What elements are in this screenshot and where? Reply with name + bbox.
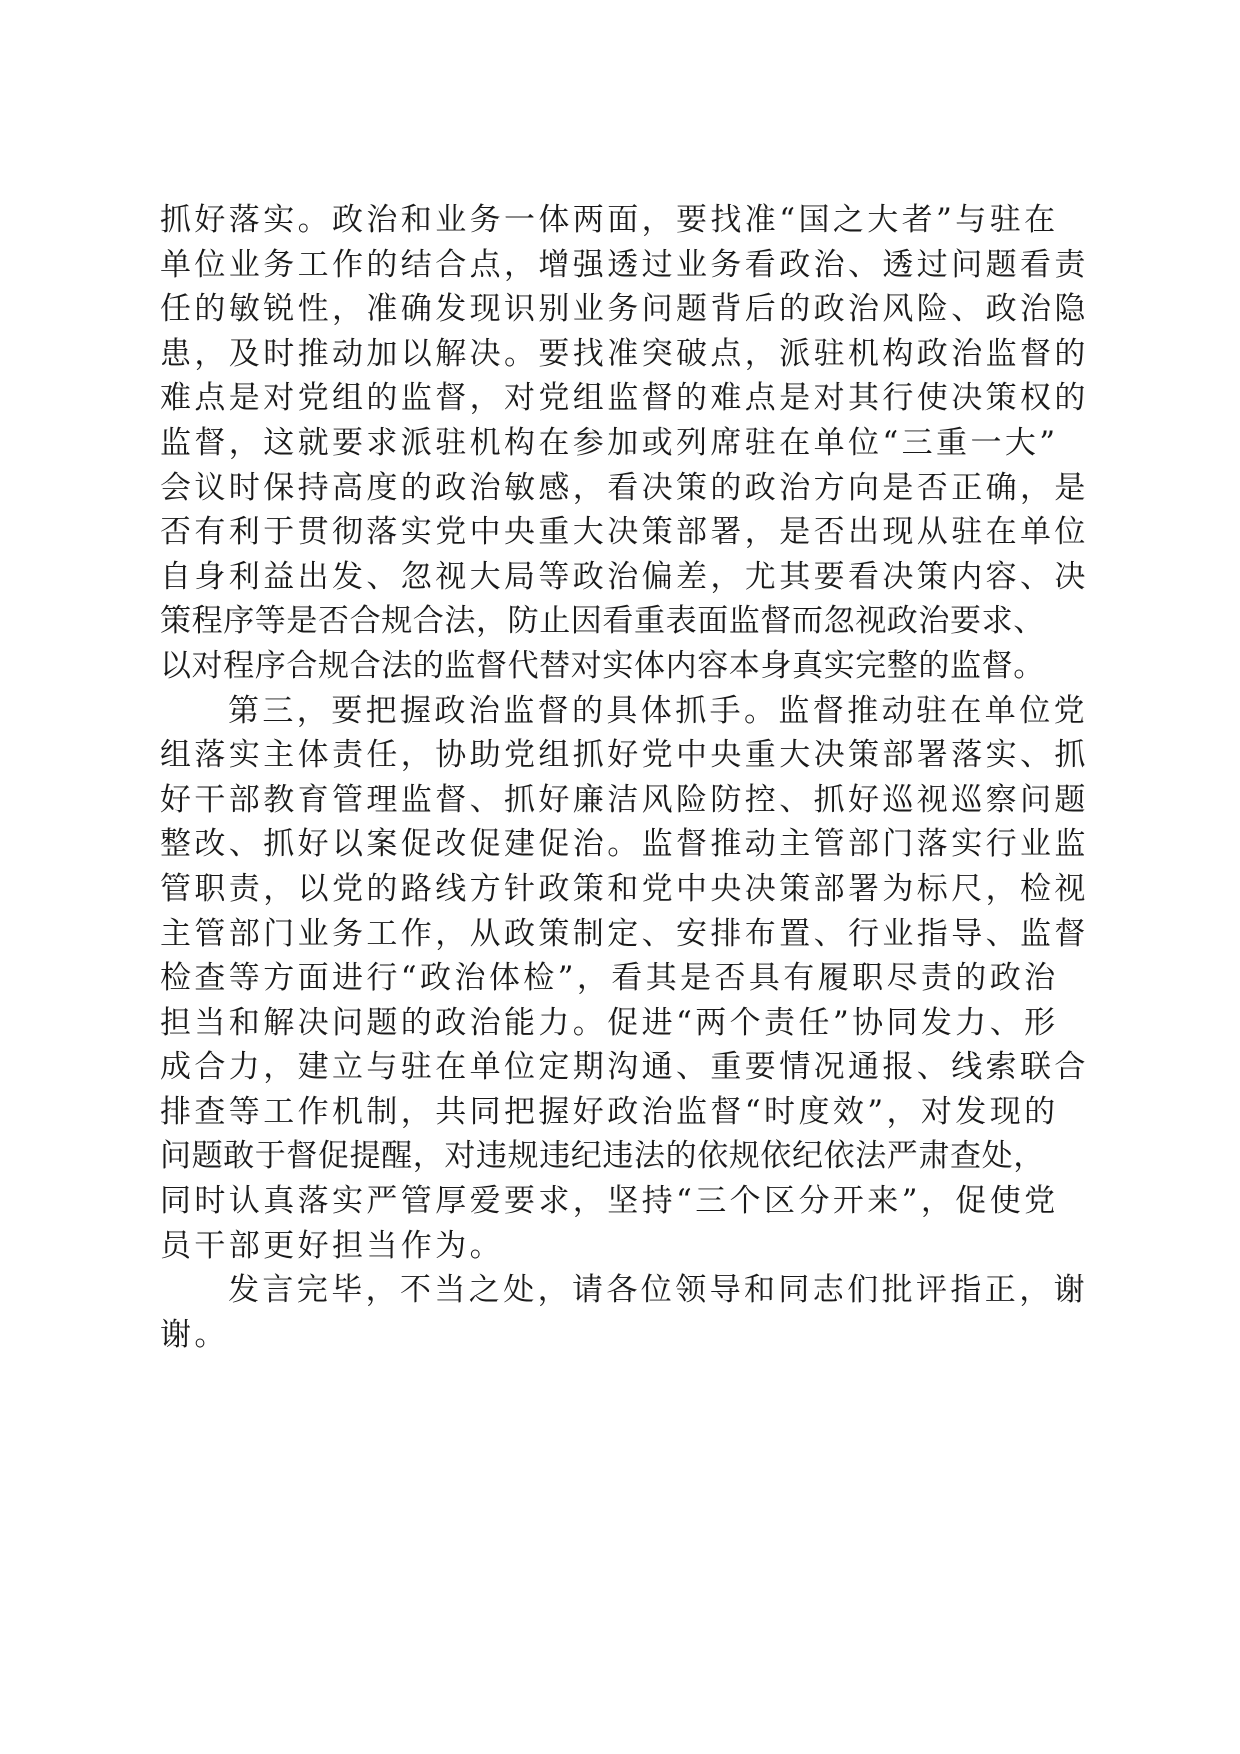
text-line-11: 以对程序合规合法的监督代替对实体内容本身真实完整的监督。 bbox=[160, 647, 1045, 684]
text-line-14: 好干部教育管理监督、抓好廉洁风险防控、抓好巡视巡察问题 bbox=[160, 781, 1089, 818]
text-line-20: 成合力，建立与驻在单位定期沟通、重要情况通报、线索联合 bbox=[160, 1049, 1089, 1086]
text-line-6: 监督，这就要求派驻机构在参加或列席驻在单位“三重一大” bbox=[160, 424, 1059, 461]
text-line-8: 否有利于贯彻落实党中央重大决策部署，是否出现从驻在单位 bbox=[160, 514, 1089, 551]
text-line-26: 谢。 bbox=[160, 1316, 229, 1353]
text-line-5: 难点是对党组的监督，对党组监督的难点是对其行使决策权的 bbox=[160, 380, 1089, 417]
text-line-2: 单位业务工作的结合点，增强透过业务看政治、透过问题看责 bbox=[160, 246, 1089, 283]
text-line-15: 整改、抓好以案促改促建促治。监督推动主管部门落实行业监 bbox=[160, 826, 1089, 863]
text-line-4: 患，及时推动加以解决。要找准突破点，派驻机构政治监督的 bbox=[160, 335, 1089, 372]
text-line-1: 抓好落实。政治和业务一体两面，要找准“国之大者”与驻在 bbox=[160, 202, 1059, 238]
text-line-9: 自身利益出发、忽视大局等政治偏差，尤其要看决策内容、决 bbox=[160, 558, 1089, 595]
paragraph-start-line-25: 发言完毕，不当之处，请各位领导和同志们批评指正，谢 bbox=[228, 1272, 1088, 1309]
text-line-19: 担当和解决问题的政治能力。促进“两个责任”协同发力、形 bbox=[160, 1004, 1059, 1041]
text-line-21: 排查等工作机制，共同把握好政治监督“时度效”，对发现的 bbox=[160, 1093, 1059, 1130]
text-line-22: 问题敢于督促提醒，对违规违纪违法的依规依纪依法严肃查处， bbox=[160, 1138, 1045, 1175]
text-line-10: 策程序等是否合规合法，防止因看重表面监督而忽视政治要求、 bbox=[160, 603, 1045, 640]
text-line-13: 组落实主体责任，协助党组抓好党中央重大决策部署落实、抓 bbox=[160, 737, 1089, 774]
text-line-16: 管职责，以党的路线方针政策和党中央决策部署为标尺，检视 bbox=[160, 870, 1089, 907]
text-line-24: 员干部更好担当作为。 bbox=[160, 1227, 504, 1264]
document-body bbox=[160, 198, 1089, 1357]
paragraph-start-line-12: 第三，要把握政治监督的具体抓手。监督推动驻在单位党 bbox=[228, 692, 1088, 729]
text-line-17: 主管部门业务工作，从政策制定、安排布置、行业指导、监督 bbox=[160, 915, 1089, 952]
text-line-23: 同时认真落实严管厚爱要求，坚持“三个区分开来”，促使党 bbox=[160, 1183, 1059, 1220]
text-line-7: 会议时保持高度的政治敏感，看决策的政治方向是否正确，是 bbox=[160, 469, 1089, 506]
text-line-3: 任的敏锐性，准确发现识别业务问题背后的政治风险、政治隐 bbox=[160, 291, 1089, 328]
text-line-18: 检查等方面进行“政治体检”，看其是否具有履职尽责的政治 bbox=[160, 960, 1059, 997]
